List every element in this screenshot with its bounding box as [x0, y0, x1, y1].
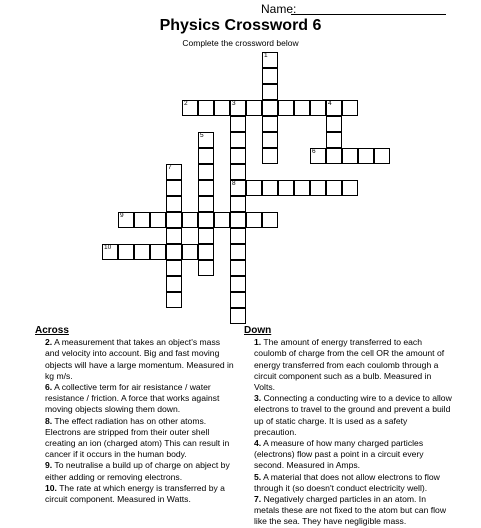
grid-cell[interactable] — [118, 212, 134, 228]
grid-cell[interactable] — [230, 308, 246, 324]
clue-number: 3 — [232, 100, 236, 107]
clue-number: 7 — [168, 164, 172, 171]
grid-cell[interactable] — [182, 100, 198, 116]
grid-cell[interactable] — [198, 228, 214, 244]
grid-cell[interactable] — [310, 148, 326, 164]
grid-cell[interactable] — [230, 260, 246, 276]
clue-down-1: 1. The amount of energy transferred to each coulomb of charge from the cell OR the amount of energy transferred from each coulomb through a circuit component such as a bulb. Measured in Volts. — [254, 337, 445, 393]
grid-cell[interactable] — [374, 148, 390, 164]
grid-cell[interactable] — [358, 148, 374, 164]
grid-cell[interactable] — [342, 148, 358, 164]
grid-cell[interactable] — [326, 116, 342, 132]
grid-cell[interactable] — [262, 180, 278, 196]
grid-cell[interactable] — [262, 84, 278, 100]
grid-cell[interactable] — [214, 100, 230, 116]
grid-cell[interactable] — [230, 212, 246, 228]
grid-cell[interactable] — [262, 100, 278, 116]
grid-cell[interactable] — [198, 244, 214, 260]
grid-cell[interactable] — [150, 244, 166, 260]
grid-cell[interactable] — [230, 196, 246, 212]
grid-cell[interactable] — [198, 196, 214, 212]
clue-down-4: 4. A measure of how many charged particles (electrons) flow past a point in a circuit every second. Measured in Amps. — [254, 438, 424, 471]
clue-down-5: 5. A material that does not allow electrons to flow through it (so doesn't conduct electricity well). — [254, 471, 440, 493]
grid-cell[interactable] — [166, 180, 182, 196]
grid-cell[interactable] — [214, 212, 230, 228]
grid-cell[interactable] — [182, 212, 198, 228]
grid-cell[interactable] — [262, 52, 278, 68]
clue-across-10: 10. The rate at which energy is transferred by a circuit component. Measured in Watts. — [45, 482, 225, 505]
grid-cell[interactable] — [326, 180, 342, 196]
grid-cell[interactable] — [246, 100, 262, 116]
clue-across-6: 6. A collective term for air resistance / water resistance / friction. A force that works against moving objects slowing them down. — [45, 382, 220, 415]
clue-number: 4 — [328, 100, 332, 107]
grid-cell[interactable] — [294, 180, 310, 196]
grid-cell[interactable] — [134, 244, 150, 260]
grid-cell[interactable] — [294, 100, 310, 116]
grid-cell[interactable] — [230, 244, 246, 260]
grid-cell[interactable] — [166, 292, 182, 308]
clue-down-3: 3. Connecting a conducting wire to a device to allow electrons to travel to the ground and prevent a build up of static charge. It is used as a safety precaution. — [254, 393, 452, 437]
grid-cell[interactable] — [166, 212, 182, 228]
clue-across-9: 9. To neutralise a build up of charge on abject by either adding or removing electrons. — [45, 460, 230, 482]
clue-number: 9 — [120, 212, 124, 219]
grid-cell[interactable] — [166, 228, 182, 244]
grid-cell[interactable] — [342, 180, 358, 196]
grid-cell[interactable] — [198, 180, 214, 196]
grid-cell[interactable] — [262, 148, 278, 164]
grid-cell[interactable] — [118, 244, 134, 260]
grid-cell[interactable] — [262, 132, 278, 148]
clue-down-7: 7. Negatively charged particles in an atom. In metals these are not fixed to the atom but can flow like the sea. They have negligible mass. — [254, 494, 447, 527]
grid-cell[interactable] — [230, 132, 246, 148]
grid-cell[interactable] — [102, 244, 118, 260]
grid-cell[interactable] — [246, 212, 262, 228]
grid-cell[interactable] — [310, 100, 326, 116]
grid-cell[interactable] — [198, 212, 214, 228]
name-label: Name: — [261, 2, 297, 16]
page-title: Physics Crossword 6 — [159, 17, 322, 34]
clue-across-8: 8. The effect radiation has on other atoms. Electrons are stripped from their outer shell creating an ion (charged atom) This can result in cancer if it occurs in the human body. — [45, 415, 230, 460]
grid-cell[interactable] — [166, 244, 182, 260]
clue-number: 6 — [312, 148, 316, 155]
page-subtitle: Complete the crossword below — [182, 38, 299, 48]
grid-cell[interactable] — [198, 100, 214, 116]
clue-number: 5 — [200, 132, 204, 139]
grid-cell[interactable] — [326, 148, 342, 164]
grid-cell[interactable] — [198, 148, 214, 164]
across-heading: Across — [35, 325, 69, 336]
grid-cell[interactable] — [246, 180, 262, 196]
grid-cell[interactable] — [150, 212, 166, 228]
grid-cell[interactable] — [230, 164, 246, 180]
grid-cell[interactable] — [342, 100, 358, 116]
grid-cell[interactable] — [166, 196, 182, 212]
grid-cell[interactable] — [262, 68, 278, 84]
clue-number: 2 — [184, 100, 188, 107]
grid-cell[interactable] — [230, 180, 246, 196]
across-clues — [35, 325, 235, 505]
grid-cell[interactable] — [326, 100, 342, 116]
grid-cell[interactable] — [230, 276, 246, 292]
grid-cell[interactable] — [230, 228, 246, 244]
grid-cell[interactable] — [230, 292, 246, 308]
grid-cell[interactable] — [166, 260, 182, 276]
grid-cell[interactable] — [310, 180, 326, 196]
grid-cell[interactable] — [166, 164, 182, 180]
grid-cell[interactable] — [326, 132, 342, 148]
grid-cell[interactable] — [198, 260, 214, 276]
clue-number: 1 — [264, 52, 268, 59]
grid-cell[interactable] — [182, 244, 198, 260]
grid-cell[interactable] — [278, 100, 294, 116]
grid-cell[interactable] — [262, 212, 278, 228]
down-heading: Down — [244, 325, 272, 336]
clue-number: 10 — [104, 244, 112, 251]
down-clues — [244, 325, 452, 528]
grid-cell[interactable] — [230, 100, 246, 116]
grid-cell[interactable] — [230, 148, 246, 164]
grid-cell[interactable] — [198, 132, 214, 148]
grid-cell[interactable] — [198, 164, 214, 180]
grid-cell[interactable] — [278, 180, 294, 196]
grid-cell[interactable] — [262, 116, 278, 132]
grid-cell[interactable] — [134, 212, 150, 228]
clue-across-2: 2. A measurement that takes an object's mass and velocity into account. Big and fast moving objects will have a large momentum. Measured in kg m/s. — [45, 337, 234, 381]
clue-number: 8 — [232, 180, 236, 187]
grid-cell[interactable] — [230, 116, 246, 132]
grid-cell[interactable] — [166, 276, 182, 292]
